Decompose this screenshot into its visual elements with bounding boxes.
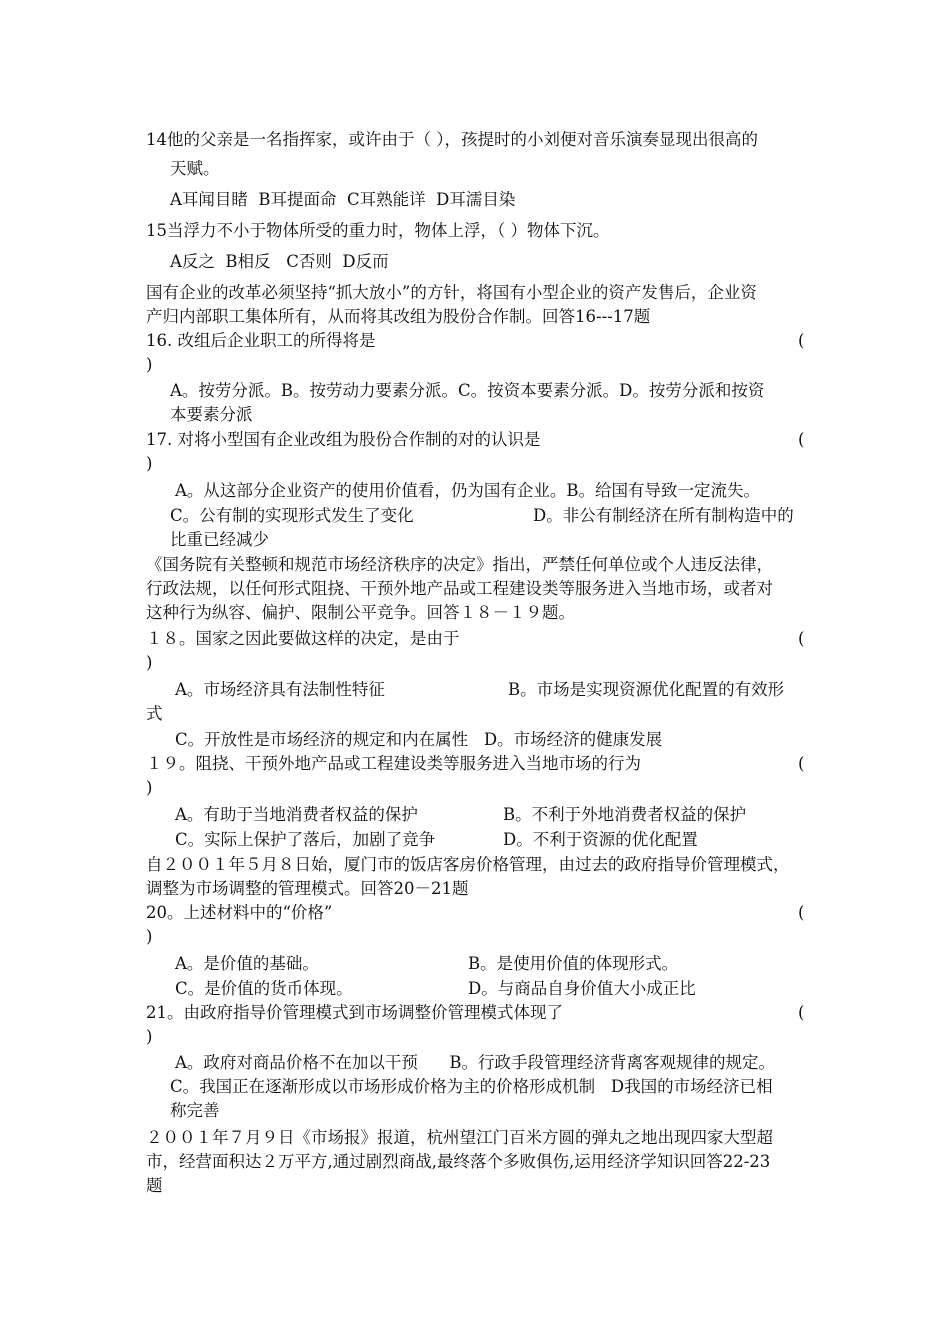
answer-paren-close: ) [146,927,153,946]
question-18-stem: １８。国家之因此要做这样的决定，是由于 [146,629,460,648]
question-21-option-d-continued: 称完善 [170,1101,220,1120]
answer-paren-open: ( [798,331,805,350]
question-21-options-cd: C。我国正在逐渐形成以市场形成价格为主的价格形成机制 D我国的市场经济已相 [170,1077,773,1096]
material-22-line-3: 题 [146,1176,163,1195]
question-16-options: A。按劳分派。B。按劳动力要素分派。C。按资本要素分派。D。按劳分派和按资 [170,381,765,400]
question-20-stem: 20。上述材料中的“价格” [146,903,333,922]
question-15-stem: 15当浮力不小于物体所受的重力时，物体上浮，（ ）物体下沉。 [146,221,610,240]
question-19-option-a: A。有助于当地消费者权益的保护 [175,805,418,824]
question-15-options: A反之 B相反 C否则 D反而 [170,252,389,271]
question-20-option-a: A。是价值的基础。 [175,954,319,973]
question-18-option-a: A。市场经济具有法制性特征 [175,680,385,699]
material-18-line-1: 《国务院有关整顿和规范市场经济秩序的决定》指出，严禁任何单位或个人违反法律， [146,555,773,574]
question-14-stem: 14他的父亲是一名指挥家，或许由于（ ），孩提时的小刘便对音乐演奏显现出很高的 [146,130,758,149]
question-21-stem: 21。由政府指导价管理模式到市场调整价管理模式体现了 [146,1003,563,1022]
answer-paren-open: ( [798,903,805,922]
question-16-stem: 16. 改组后企业职工的所得将是 [146,331,376,350]
question-19-option-c: C。实际上保护了落后，加剧了竞争 [175,830,436,849]
material-22-line-1: ２００１年７月９日《市场报》报道，杭州望江门百米方圆的弹丸之地出现四家大型超 [146,1128,773,1147]
answer-paren-open: ( [798,430,805,449]
answer-paren-open: ( [798,1003,805,1022]
question-17-option-d: D。非公有制经济在所有制构造中的 [533,506,794,525]
material-18-line-3: 这种行为纵容、偏护、限制公平竞争。回答１８－１９题。 [146,603,575,622]
question-18-option-b: B。市场是实现资源优化配置的有效形 [508,680,785,699]
question-17-option-c: C。公有制的实现形式发生了变化 [170,506,414,525]
question-14-stem-continued: 天赋。 [170,159,220,178]
material-20-line-2: 调整为市场调整的管理模式。回答20－21题 [146,879,469,898]
question-16-options-continued: 本要素分派 [170,405,253,424]
question-20-option-b: B。是使用价值的体现形式。 [468,954,679,973]
question-18-options-cd: C。开放性是市场经济的规定和内在属性 D。市场经济的健康发展 [175,730,663,749]
material-20-line-1: 自２００１年５月８日始，厦门市的饭店客房价格管理，由过去的政府指导价管理模式， [146,855,790,874]
question-20-option-d: D。与商品自身价值大小成正比 [468,979,696,998]
answer-paren-close: ) [146,653,153,672]
answer-paren-close: ) [146,355,153,374]
question-19-stem: １９。阻挠、干预外地产品或工程建设类等服务进入当地市场的行为 [146,754,641,773]
material-16-line-2: 产归内部职工集体所有，从而将其改组为股份合作制。回答16---17题 [146,307,651,326]
question-17-options-ab: A。从这部分企业资产的使用价值看，仍为国有企业。B。给国有导致一定流失。 [175,481,761,500]
material-22-line-2: 市，经营面积达２万平方,通过剧烈商战,最终落个多败俱伤,运用经济学知识回答22-23 [146,1152,771,1171]
question-17-option-d-continued: 比重已经减少 [170,530,269,549]
answer-paren-close: ) [146,1027,153,1046]
question-19-option-b: B。不利于外地消费者权益的保护 [503,805,747,824]
question-20-option-c: C。是价值的货币体现。 [175,979,353,998]
material-18-line-2: 行政法规，以任何形式阻挠、干预外地产品或工程建设类等服务进入当地市场，或者对 [146,579,773,598]
material-16-line-1: 国有企业的改革必须坚持“抓大放小”的方针，将国有小型企业的资产发售后，企业资 [146,283,757,302]
question-18-option-b-continued: 式 [146,704,163,723]
answer-paren-open: ( [798,754,805,773]
question-14-options: A耳闻目睹 B耳提面命 C耳熟能详 D耳濡目染 [170,190,516,209]
answer-paren-close: ) [146,454,153,473]
question-21-options-ab: A。政府对商品价格不在加以干预 B。行政手段管理经济背离客观规律的规定。 [175,1053,776,1072]
answer-paren-open: ( [798,629,805,648]
question-17-stem: 17. 对将小型国有企业改组为股份合作制的对的认识是 [146,430,541,449]
answer-paren-close: ) [146,778,153,797]
question-19-option-d: D。不利于资源的优化配置 [503,830,698,849]
